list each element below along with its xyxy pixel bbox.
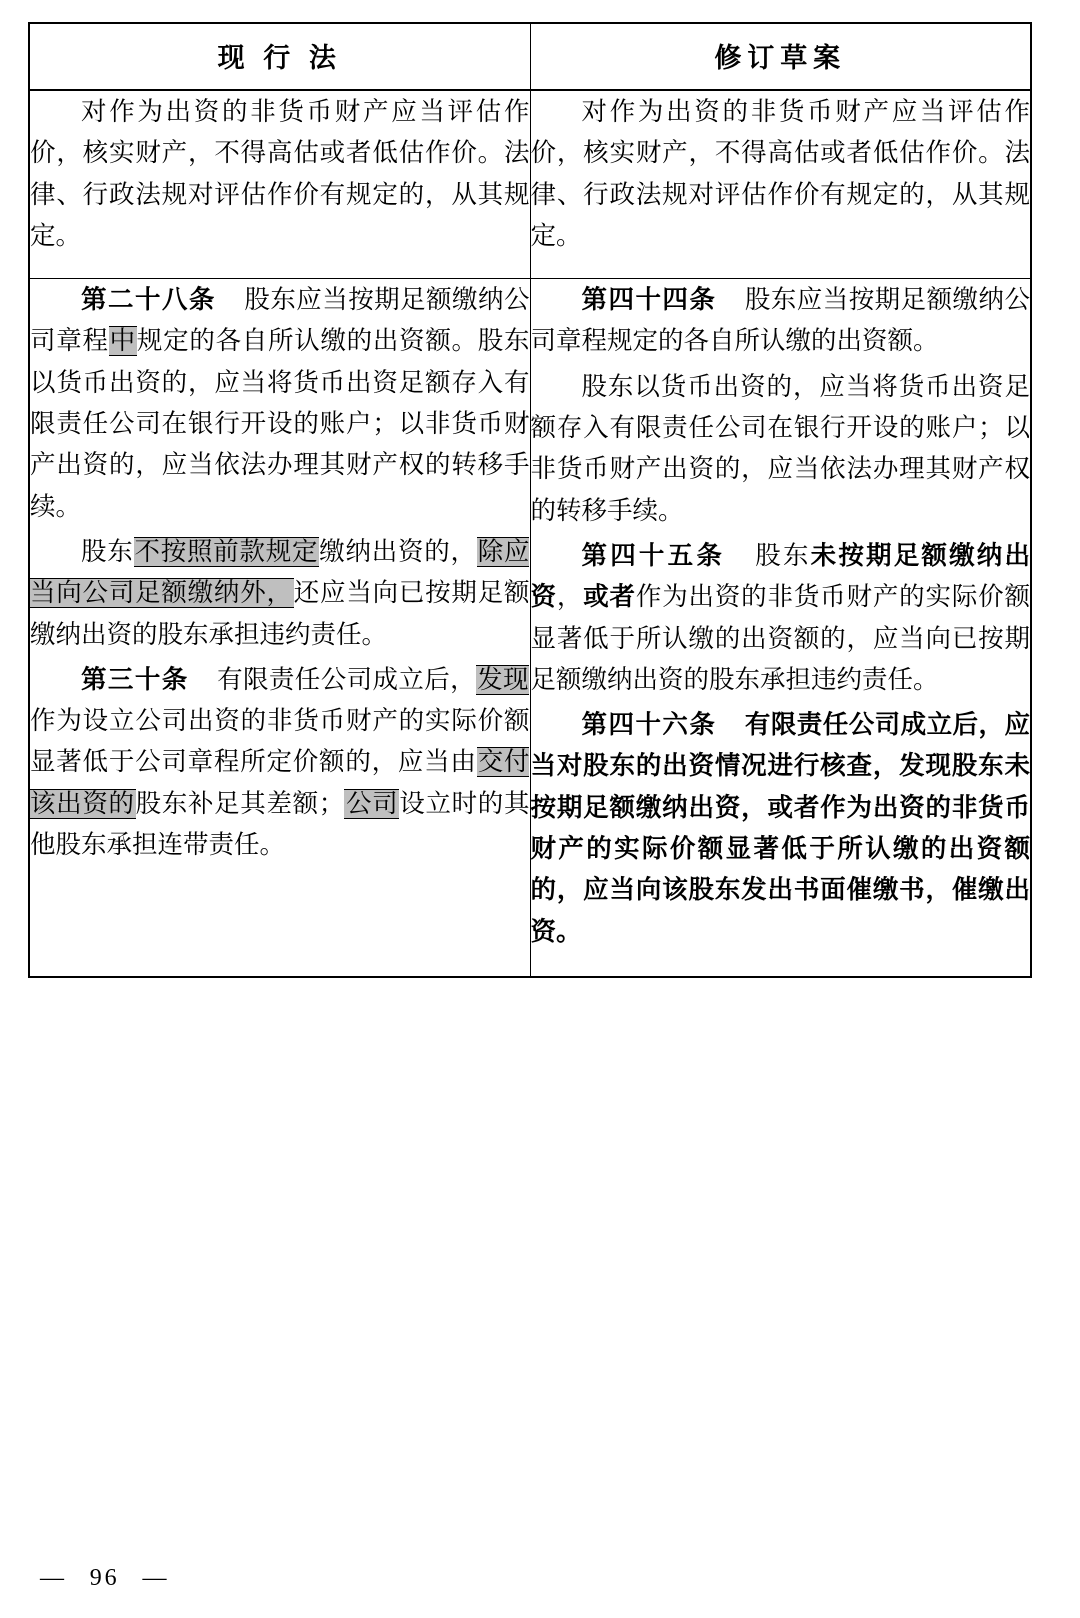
page-number: 96	[89, 1565, 120, 1591]
text-run: 缴纳出资的，	[319, 536, 477, 566]
column-header-current-law: 现 行 法	[29, 23, 530, 90]
highlighted-text: 中	[109, 326, 136, 356]
text-run: 还应当向已按期足额缴纳出资的股东承担违约责任。	[30, 578, 530, 649]
cell-revision-draft-intro	[530, 90, 1031, 279]
table-row	[29, 90, 1031, 279]
footer-dash-right: —	[142, 1565, 170, 1591]
bold-text: 或者	[583, 582, 636, 612]
article-paragraph	[30, 531, 530, 655]
text-run: ，	[556, 582, 584, 612]
cell-current-law-articles	[29, 279, 530, 977]
highlighted-text: 公司	[345, 788, 399, 818]
cell-current-law-intro	[29, 90, 530, 279]
article-paragraph	[531, 535, 1031, 700]
article-list-current-law	[30, 279, 530, 865]
page-footer	[0, 1565, 1080, 1592]
highlighted-text: 除应当向公司足额缴纳外，	[30, 536, 530, 608]
text-run: 股东应当按期足额缴纳公司章程	[30, 285, 530, 356]
article-paragraph	[531, 279, 1031, 362]
document-page	[0, 22, 1080, 1618]
column-header-revision-draft: 修订草案	[530, 23, 1031, 90]
text-run: 规定的各自所认缴的出资额。股东以货币出资的，应当将货币出资足额存入有限责任公司在银行开设的账户；以非货币财产出资的，应当依法办理其财产权的转移手续。	[30, 326, 530, 521]
article-paragraph	[30, 279, 530, 527]
article-title: 第三十条	[81, 664, 189, 694]
article-paragraph	[30, 659, 530, 865]
text-run: 股东	[753, 540, 811, 570]
text-run: 股东应当按期足额缴纳公司章程规定的各自所认缴的出资额。	[530, 285, 1030, 356]
text-run: 作为出资的非货币财产的实际价额显著低于所认缴的出资额的，应当向已按期足额缴纳出资的股东承担违约责任。	[530, 582, 1030, 694]
comparison-table	[28, 22, 1032, 978]
bold-text: 有限责任公司成立后，应当对股东的出资情况进行核查，发现股东未按期足额缴纳出资，或者作为出资的非货币财产的实际价额显著低于所认缴的出资额的，应当向该股东发出书面催缴书，催缴出资。	[530, 710, 1030, 946]
text-run: 股东	[81, 536, 134, 566]
text-run: 股东补足其差额；	[135, 788, 345, 818]
article-title: 第四十四条	[581, 285, 717, 315]
highlighted-text: 交付该出资的	[30, 747, 530, 818]
paragraph: 对作为出资的非货币财产应当评估作价，核实财产，不得高估或者低估作价。法律、行政法规对评估作价有规定的，从其规定。	[30, 97, 530, 250]
cell-revision-draft-articles	[530, 279, 1031, 977]
text-run: 设立时的其他股东承担连带责任。	[30, 788, 530, 860]
text-run: 股东以货币出资的，应当将货币出资足额存入有限责任公司在银行开设的账户；以非货币财产出资的，应当依法办理其财产权的转移手续。	[530, 371, 1030, 525]
highlighted-text: 发现	[477, 664, 529, 694]
table-row	[29, 279, 1031, 977]
highlighted-text: 不按照前款规定	[134, 536, 319, 566]
article-list-revision-draft	[531, 279, 1031, 952]
table-header-row	[29, 23, 1031, 90]
text-run: 作为设立公司出资的非货币财产的实际价额显著低于公司章程所定价额的，应当由	[30, 706, 530, 777]
footer-dash-left: —	[40, 1565, 67, 1591]
article-paragraph	[531, 704, 1031, 952]
text-run: 有限责任公司成立后，	[216, 664, 477, 694]
article-title: 第四十六条	[581, 710, 717, 740]
article-title: 第四十五条	[581, 540, 726, 570]
paragraph: 对作为出资的非货币财产应当评估作价，核实财产，不得高估或者低估作价。法律、行政法规对评估作价有规定的，从其规定。	[530, 97, 1030, 250]
article-paragraph	[531, 366, 1031, 531]
article-title: 第二十八条	[81, 285, 216, 315]
bold-text: 未按期足额缴纳出资	[530, 540, 1030, 612]
